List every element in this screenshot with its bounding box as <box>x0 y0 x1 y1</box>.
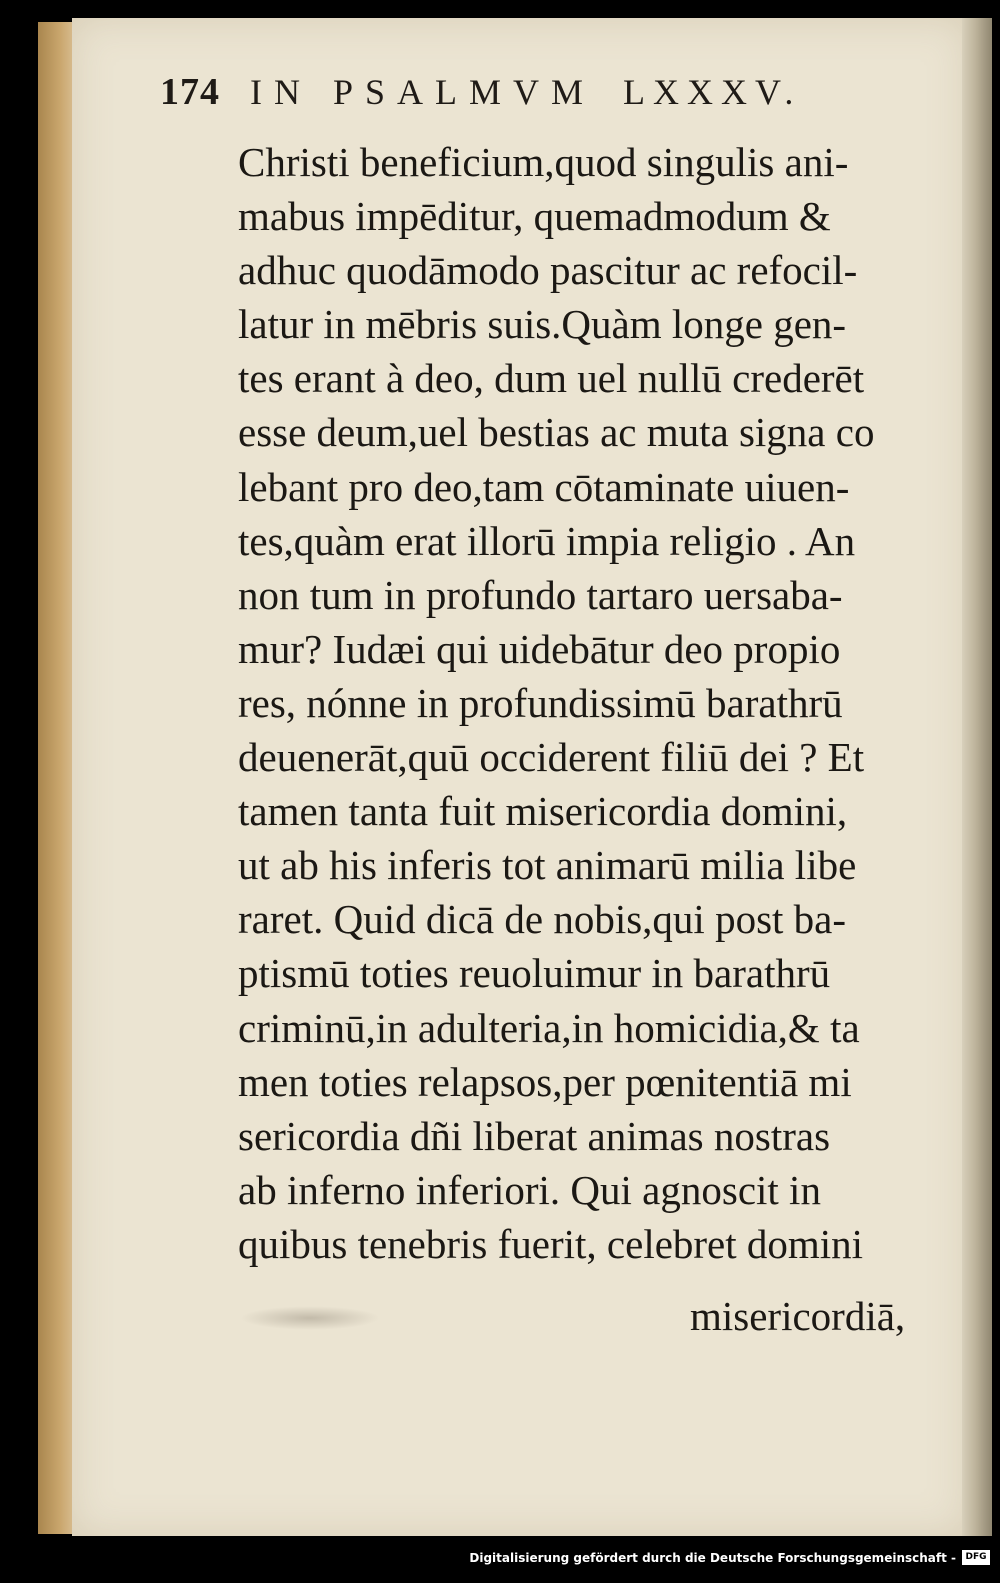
text-line: ptismū toties reuoluimur in barathrū <box>238 950 831 997</box>
text-line: tamen tanta fuit misericordia domini, <box>238 788 848 835</box>
page-number: 174 <box>160 71 220 113</box>
text-line: lebant pro deo,tam cōtaminate uiuen- <box>238 463 850 510</box>
page-fore-edge <box>962 18 992 1536</box>
text-line: tes erant à deo, dum uel nullū crederēt <box>238 355 865 402</box>
text-line: adhuc quodāmodo pascitur ac refocil- <box>238 247 858 294</box>
text-line: deuenerāt,quū occiderent filiū dei ? Et <box>238 734 865 781</box>
text-line: quibus tenebris fuerit, celebret domini <box>238 1220 864 1267</box>
running-head: IN PSALMVM <box>250 72 596 112</box>
text-line: non tum in profundo tartaro uersaba- <box>238 571 843 618</box>
text-line: esse deum,uel bestias ac muta signa co <box>238 409 875 456</box>
body-text <box>238 135 948 1271</box>
catchword: misericordiā, <box>690 1293 906 1339</box>
text-line: ab inferno inferiori. Qui agnoscit in <box>238 1166 821 1213</box>
text-line: tes,quàm erat illorū impia religio . An <box>238 517 856 564</box>
text-line: latur in mēbris suis.Quàm longe gen- <box>238 301 847 348</box>
text-line: sericordia dñi liberat animas nostras <box>238 1112 831 1159</box>
text-line: ut ab his inferis tot animarū milia libe <box>238 842 857 889</box>
psalm-number: LXXXV. <box>623 72 802 112</box>
text-line: men toties relapsos,per pœnitentiā mi <box>238 1058 852 1105</box>
text-line: raret. Quid dicā de nobis,qui post ba- <box>238 896 847 943</box>
text-line: mur? Iudæi qui uidebātur deo propio <box>238 625 841 672</box>
digitization-credit: Digitalisierung gefördert durch die Deutsche Forschungsgemeinschaft - <box>469 1551 956 1565</box>
page-header <box>160 70 920 130</box>
dfg-logo: DFG <box>962 1550 990 1565</box>
text-line: res, nónne in profundissimū barathrū <box>238 679 843 726</box>
text-line: Christi beneficium,quod singulis ani- <box>238 139 849 185</box>
text-line: mabus impēditur, quemadmodum & <box>238 193 831 240</box>
ink-bleed-mark <box>240 1306 380 1330</box>
text-line: criminū,in adulteria,in homicidia,& ta <box>238 1004 860 1051</box>
